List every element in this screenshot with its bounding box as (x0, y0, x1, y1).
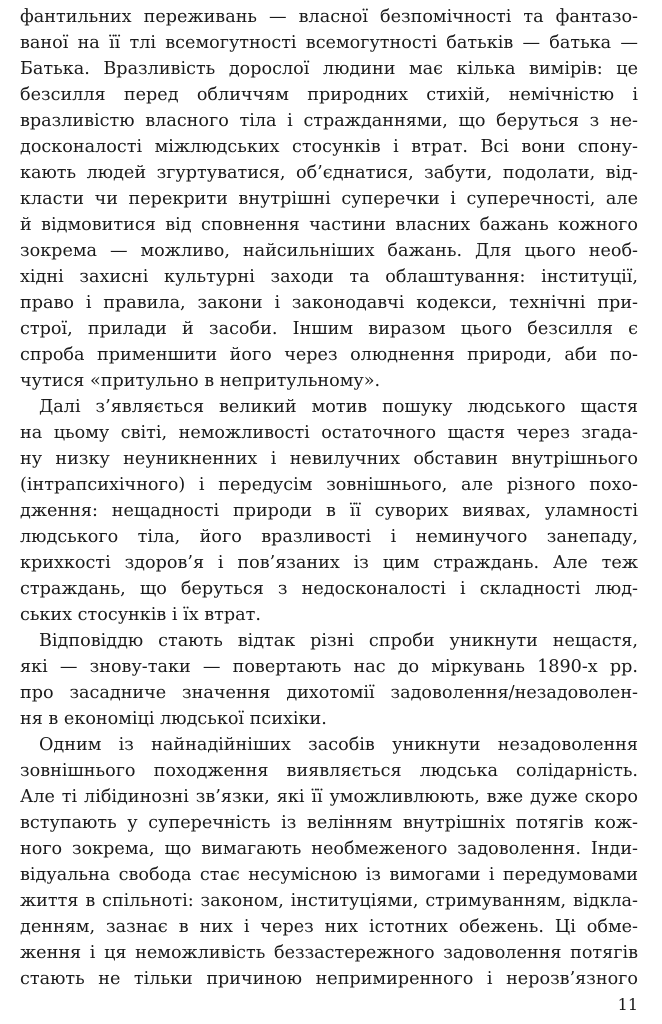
paragraph-2 (20, 394, 638, 628)
text-line: ну низку неуникненних і невилучних обставин внутрішнього (20, 449, 638, 469)
text-line: Одним із найнадійніших засобів уникнути незадоволення (39, 735, 638, 755)
text-line: зокрема — можливо, найсильніших бажань. Для цього необ- (20, 241, 638, 261)
text-line: Відповіддю стають відтак різні спроби уникнути нещастя, (39, 631, 638, 651)
text-line: ження і ця неможливість беззастережного задоволення потягів (20, 943, 638, 963)
text-line: Далі з’являється великий мотив пошуку людського щастя (39, 397, 638, 417)
text-line: ваної на її тлі всемогутності всемогутності батьків — батька — (20, 33, 638, 53)
text-line: життя в спільноті: законом, інституціями, стримуванням, відкла- (20, 891, 638, 911)
paragraph-1 (20, 4, 638, 394)
body-text (20, 4, 638, 992)
text-line: вступають у суперечність із велінням внутрішніх потягів кож- (20, 813, 638, 833)
text-line: строї, прилади й засоби. Іншим виразом цього безсилля є (20, 319, 638, 339)
text-line: зовнішнього походження виявляється людська солідарність. (20, 761, 638, 781)
text-line: спроба применшити його через олюднення природи, аби по- (20, 345, 638, 365)
paragraph-4 (20, 732, 638, 992)
text-line: які — знову-таки — повертають нас до міркувань 1890-х рр. (20, 657, 638, 677)
text-line: на цьому світі, неможливості остаточного щастя через згада- (20, 423, 638, 443)
text-line: ня в економіці людської психіки. (20, 709, 327, 729)
text-line: ного зокрема, що вимагають необмеженого задоволення. Інди- (20, 839, 638, 859)
text-line: вразливістю власного тіла і стражданнями, що беруться з не- (20, 111, 638, 131)
text-line: (інтрапсихічного) і передусім зовнішнього, але різного похо- (20, 475, 638, 495)
text-line: класти чи перекрити внутрішні суперечки і суперечності, але (20, 189, 638, 209)
text-line: ських стосунків і їх втрат. (20, 605, 261, 625)
text-line: чутися «притульно в непритульному». (20, 371, 381, 391)
text-line: денням, зазнає в них і через них істотних обежень. Ці обме- (20, 917, 638, 937)
text-line: крихкості здоров’я і пов’язаних із цим страждань. Але теж (20, 553, 638, 573)
text-line: стають не тільки причиною непримиренного і нерозв’язного (20, 969, 638, 989)
text-line: дження: нещадності природи в її суворих виявах, уламності (20, 501, 638, 521)
text-line: хідні захисні культурні заходи та облаштування: інституції, (20, 267, 638, 287)
text-line: безсилля перед обличчям природних стихій, немічністю і (20, 85, 638, 105)
text-line: страждань, що беруться з недосконалості і складності люд- (20, 579, 638, 599)
text-line: відуальна свобода стає несумісною із вимогами і передумовами (20, 865, 638, 885)
text-line: кають людей згуртуватися, об’єднатися, забути, подолати, від- (20, 163, 638, 183)
text-line: людського тіла, його вразливості і неминучого занепаду, (20, 527, 638, 547)
text-line: досконалості міжлюдських стосунків і втрат. Всі вони спону- (20, 137, 638, 157)
text-line: право і правила, закони і законодавчі кодекси, технічні при- (20, 293, 638, 313)
paragraph-3 (20, 628, 638, 732)
page-number: 11 (617, 995, 638, 1014)
text-line: й відмовитися від сповнення частини власних бажань кожного (20, 215, 638, 235)
text-line: фантильних переживань — власної безпомічності та фантазо- (20, 7, 638, 27)
text-line: Але ті лібідинозні зв’язки, які її уможливлюють, вже дуже скоро (20, 787, 638, 807)
text-line: про засадниче значення дихотомії задоволення/незадоволен- (20, 683, 638, 703)
text-line: Батька. Вразливість дорослої людини має кілька вимірів: це (20, 59, 638, 79)
